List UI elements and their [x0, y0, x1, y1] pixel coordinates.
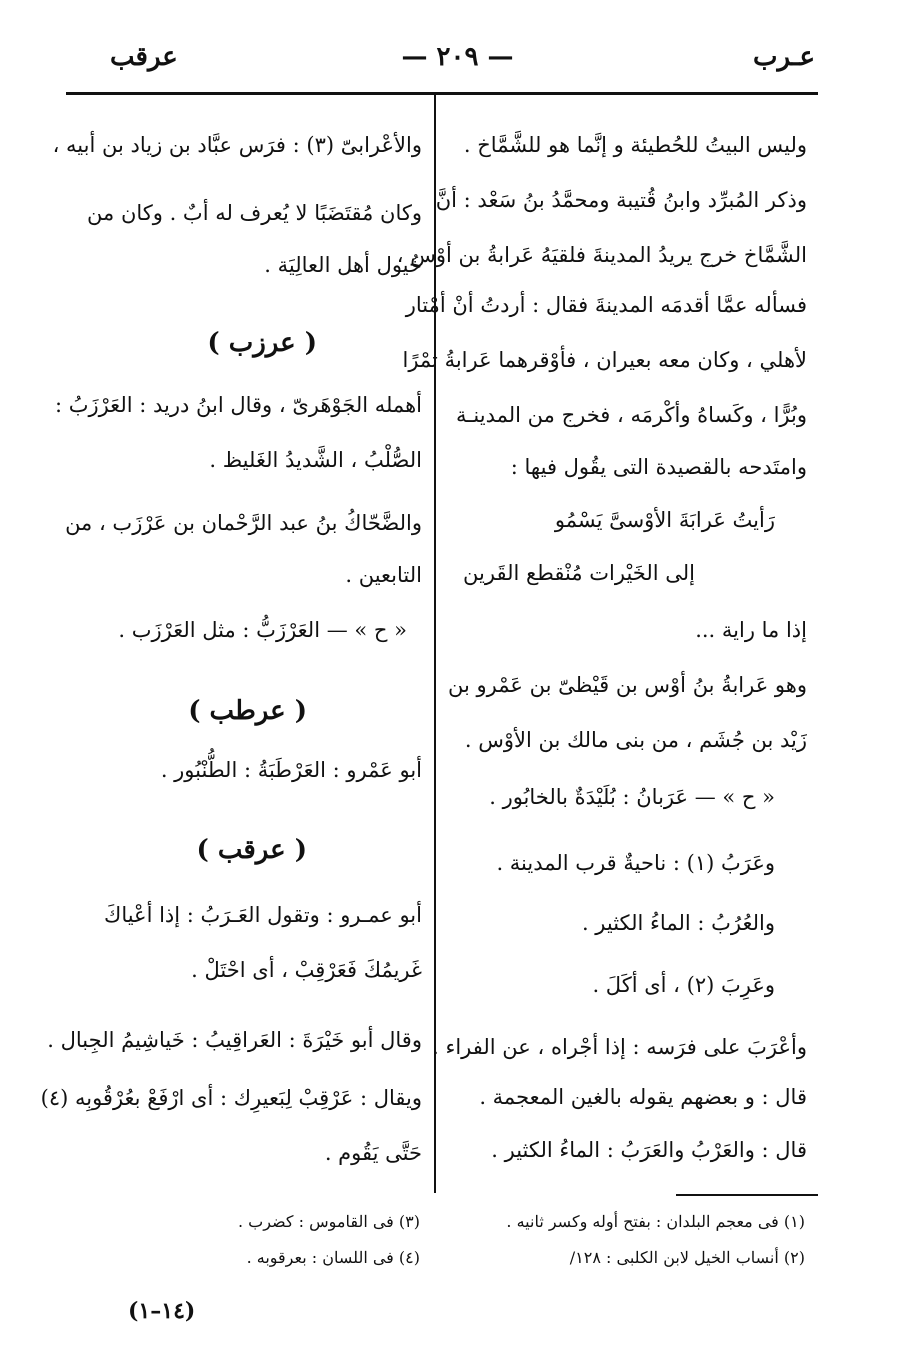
- text-line: التابعين .: [345, 563, 422, 587]
- footnote-2: (٢) أنساب الخيل لابن الكلبى : ١٢٨/: [569, 1248, 805, 1267]
- verse-line: رَأيتُ عَرابَةَ الأوْسىَّ يَسْمُو: [554, 508, 775, 532]
- text-line: وذكر المُبرِّد وابنُ قُتيبة ومحمَّدُ بنُ سَعْد : أنَّ: [435, 188, 807, 212]
- verse-line: إلى الخَيْرات مُنْقطع القَرين: [463, 561, 695, 585]
- text-line: وهو عَرابةُ بنُ أوْس بن قَيْظىّ بن عَمْرو بن: [448, 673, 807, 697]
- text-line: ويقال : عَرْقِبْ لِبَعيرِك : أى ارْفَعْ بعُرْقُوبِه (٤): [40, 1086, 422, 1110]
- text-line: قال : و بعضهم يقوله بالغين المعجمة .: [479, 1085, 807, 1109]
- text-line: أهمله الجَوْهَرىّ ، وقال ابنُ دريد : العَرْزَبُ :: [54, 393, 422, 417]
- running-head-right: عـرب: [753, 42, 815, 72]
- footnote-3: (٣) فى القاموس : كضرب .: [237, 1212, 420, 1231]
- text-line: خُيول أهل العالِيَة .: [264, 253, 422, 277]
- text-line: والأعْرابىّ (٣) : فرَس عبَّاد بن زياد بن أبيه ،: [52, 133, 422, 157]
- footnote-rule: [676, 1194, 818, 1196]
- text-line: وقال أبو خَيْرَةَ : العَراقِيبُ : خَياشِيمُ الجِبال .: [47, 1028, 422, 1052]
- text-line: غَريمُكَ فَعَرْقِبْ ، أى احْتَلْ .: [191, 958, 422, 982]
- text-line: وعَرَبُ (١) : ناحيةٌ قرب المدينة .: [496, 851, 775, 875]
- text-line: حَتَّى يَقُوم .: [324, 1141, 422, 1165]
- page-number: — ٢٠٩ —: [401, 42, 514, 72]
- footnote-1: (١) فى معجم البلدان : بفتح أوله وكسر ثانيه .: [506, 1212, 805, 1231]
- printer-signature: (١٤–١): [128, 1298, 196, 1324]
- text-line: وكان مُقتَضَبًا لا يُعرف له أبٌ . وكان من: [87, 201, 422, 225]
- footnote-4: (٤) فى اللسان : بعرقوبه .: [246, 1248, 420, 1267]
- text-line: وامتَدحه بالقصيدة التى يقُول فيها :: [510, 455, 807, 479]
- text-line: زَيْد بن جُشَم ، من بنى مالك بن الأوْس .: [464, 728, 807, 752]
- text-line: وعَرِبَ (٢) ، أى أكَلَ .: [592, 973, 775, 997]
- text-line: وبُرًّا ، وكَساهُ وأكْرمَه ، فخرج من المدينـة: [456, 403, 807, 427]
- section-heading-arqab: ( عرقب ): [196, 835, 307, 865]
- text-line: « ح » — عَرَبانُ : بُلَيْدَةٌ بالخابُور .: [489, 785, 775, 809]
- section-heading-artab: ( عرطب ): [188, 696, 307, 726]
- text-line: وأعْرَبَ على فرَسه : إذا أجْراه ، عن الفراء .: [432, 1035, 807, 1059]
- text-line: « ح » — العَرْزَبُّ : مثل العَرْزَب .: [118, 618, 407, 642]
- text-line: وليس البيتُ للحُطيئة و إنَّما هو للشَّمَّاخ .: [463, 133, 807, 157]
- text-line: الشَّمَّاخ خرج يريدُ المدينةَ فلقيَهُ عَرابةُ بن أوْس ،: [396, 243, 807, 267]
- text-line: فسأله عمَّا أقدمَه المدينةَ فقال : أردتُ أنْ أمْتار: [405, 293, 807, 317]
- text-line: لأهلي ، وكان معه بعيران ، فأوْقرهما عَرابةُ تمْرًا: [402, 348, 807, 372]
- section-heading-arzab: ( عرزب ): [207, 328, 317, 358]
- verse-line: إذا ما راية ...: [695, 618, 807, 642]
- text-line: الصُّلْبُ ، الشَّديدُ الغَليظ .: [209, 448, 422, 472]
- text-line: والعُرُبُ : الماءُ الكثير .: [581, 911, 775, 935]
- text-line: أبو عَمْرو : العَرْطَبَةُ : الطُّنْبُور .: [160, 758, 422, 782]
- text-line: والضَّحّاكُ بنُ عبد الرَّحْمان بن عَرْزَب ، من: [65, 511, 422, 535]
- running-head-left: عرقب: [110, 42, 178, 72]
- header-rule: [66, 92, 818, 95]
- text-line: قال : والعَرْبُ والعَرَبُ : الماءُ الكثير .: [491, 1138, 807, 1162]
- text-line: أبو عمـرو : وتقول العَـرَبُ : إذا أعْياكَ: [104, 903, 422, 927]
